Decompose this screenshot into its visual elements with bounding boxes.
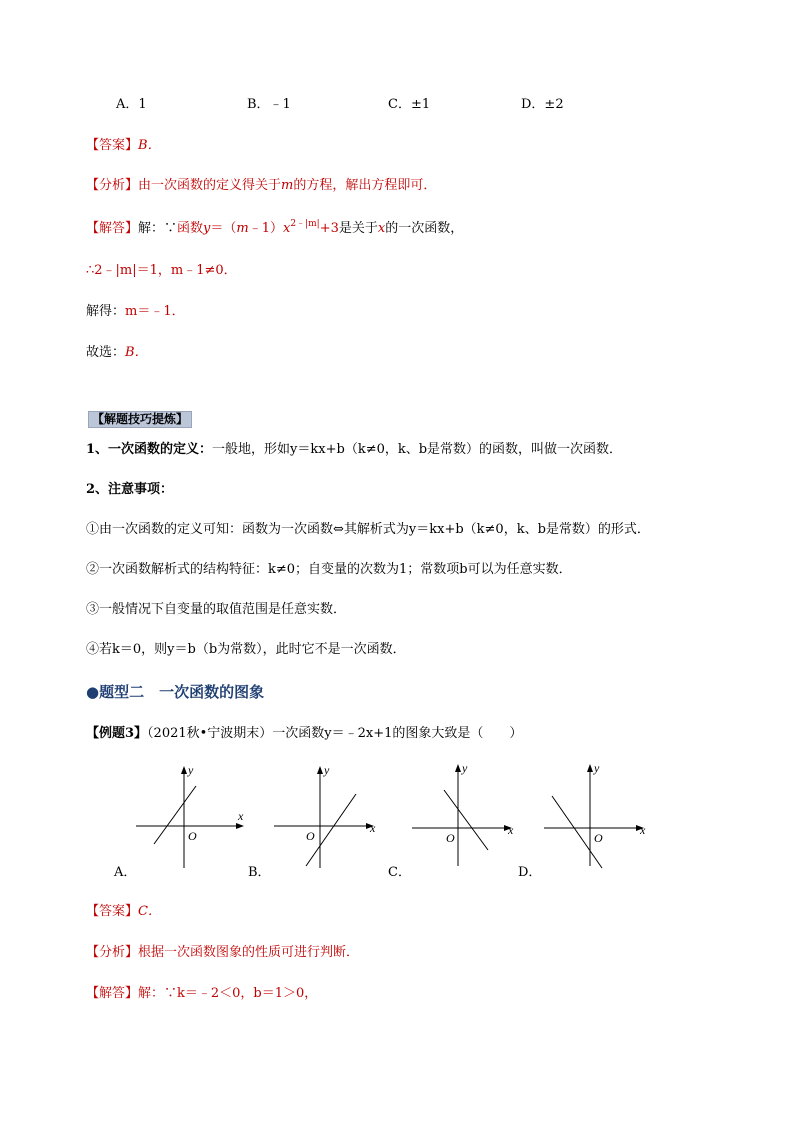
solution-b: 函数 <box>177 221 204 236</box>
graph-a <box>132 760 248 872</box>
tips-point-3: ③一般情况下自变量的取值范围是任意实数． <box>86 602 347 617</box>
example3-analysis-line <box>86 944 359 962</box>
graph-b-label: B． <box>248 865 271 880</box>
example3-answer-tag: 【答案】 <box>86 904 139 919</box>
solution-f: ﹣1） <box>248 221 284 236</box>
example3-text: （2021秋•宁波期末）一次函数y＝﹣2x+1的图象大致是（ ） <box>147 726 523 741</box>
answer-tag: 【答案】 <box>86 138 139 153</box>
graph-d-label: D． <box>518 865 542 880</box>
solution-a: 解：∵ <box>138 221 178 236</box>
graph-a-x-label: x <box>238 809 244 823</box>
graph-a-svg <box>132 760 248 872</box>
graph-d <box>540 758 656 870</box>
example3-tag: 【例题3】 <box>86 726 148 741</box>
option-b: B．﹣1 <box>247 97 291 112</box>
choose-line <box>86 344 148 362</box>
analysis-text-pre: 由一次函数的定义得关于 <box>138 178 282 193</box>
solved-value: m＝﹣1． <box>125 304 185 319</box>
therefore-line: ∴2﹣|m|＝1，m﹣1≠0． <box>86 263 237 278</box>
graph-d-y-arrow <box>587 764 593 772</box>
graph-a-x-arrow <box>236 823 244 829</box>
answer-line <box>86 137 161 155</box>
tips-item-1-head: 1、一次函数的定义： <box>86 442 213 457</box>
solution-j: x <box>377 221 386 236</box>
graph-a-y-label: y <box>188 763 194 777</box>
solution-exponent: 2﹣|m| <box>290 219 320 229</box>
graph-b-origin: O <box>306 829 315 843</box>
graph-b-y-label: y <box>324 763 330 777</box>
solution-i: 是关于 <box>338 221 378 236</box>
example3-solution-line <box>86 985 317 1003</box>
graph-a-origin: O <box>188 829 197 843</box>
graph-c-origin: O <box>446 831 455 845</box>
example3-line <box>86 725 522 743</box>
graph-d-y-label: y <box>594 761 600 775</box>
choose-pre: 故选： <box>86 345 126 360</box>
topic-bullet: ● <box>86 683 100 701</box>
tips-title: 【解题技巧提炼】 <box>88 411 192 428</box>
example3-solution-text: 解：∵k＝﹣2＜0，b＝1＞0， <box>138 986 318 1001</box>
analysis-variable: m <box>281 178 294 193</box>
example3-answer-value: C． <box>138 904 161 919</box>
graph-d-svg <box>540 758 656 870</box>
topic-title: 题型二 一次函数的图象 <box>99 683 265 701</box>
tips-point-2: ②一次函数解析式的结构特征：k≠0；自变量的次数为1；常数项b可以为任意实数． <box>86 562 572 577</box>
solution-line <box>86 220 463 239</box>
analysis-text-post: 的方程，解出方程即可． <box>293 178 437 193</box>
solution-e: m <box>236 221 249 236</box>
graph-b-y-arrow <box>317 766 323 774</box>
solution-h: +3 <box>319 221 339 236</box>
tips-point-4: ④若k＝0，则y＝b（b为常数），此时它不是一次函数． <box>86 642 406 657</box>
solution-tag: 【解答】 <box>86 221 139 236</box>
tips-item-1-text: 一般地，形如y＝kx+b（k≠0，k、b是常数）的函数，叫做一次函数． <box>212 442 623 457</box>
tips-item-2-head: 2、注意事项： <box>86 482 174 497</box>
option-d: D．±2 <box>521 97 564 112</box>
choose-value: B． <box>125 345 148 360</box>
graph-c-svg <box>408 758 524 870</box>
example3-solution-tag: 【解答】 <box>86 986 139 1001</box>
solution-c: y <box>203 221 211 236</box>
answer-value: B． <box>138 138 161 153</box>
solution-g: x <box>283 221 291 236</box>
graph-b <box>270 760 386 872</box>
tips-point-1: ①由一次函数的定义可知：函数为一次函数⇔其解析式为y＝kx+b（k≠0，k、b是常数）的形式． <box>86 522 650 537</box>
option-c: C．±1 <box>388 97 431 112</box>
option-a: A．1 <box>116 97 147 112</box>
solved-line <box>86 303 185 321</box>
example3-answer-line <box>86 903 161 921</box>
tips-item-1 <box>86 441 622 459</box>
analysis-tag: 【分析】 <box>86 178 139 193</box>
graph-d-x-label: x <box>640 823 646 837</box>
example3-analysis-tag: 【分析】 <box>86 945 139 960</box>
graph-a-label: A． <box>114 865 137 880</box>
solution-d: ＝（ <box>210 221 237 236</box>
graph-c-y-arrow <box>455 764 461 772</box>
analysis-line <box>86 177 436 195</box>
graph-b-svg <box>270 760 386 872</box>
topic-heading <box>86 683 264 701</box>
graph-c-y-label: y <box>462 761 468 775</box>
graph-b-x-label: x <box>370 821 376 835</box>
graph-d-origin: O <box>594 831 603 845</box>
solution-k: 的一次函数， <box>385 221 464 236</box>
example3-analysis-text: 根据一次函数图象的性质可进行判断． <box>138 945 360 960</box>
graph-c-x-label: x <box>508 823 514 837</box>
graph-c-label: C． <box>388 865 411 880</box>
solved-pre: 解得： <box>86 304 126 319</box>
graph-a-y-arrow <box>181 766 187 774</box>
graph-c <box>408 758 524 870</box>
